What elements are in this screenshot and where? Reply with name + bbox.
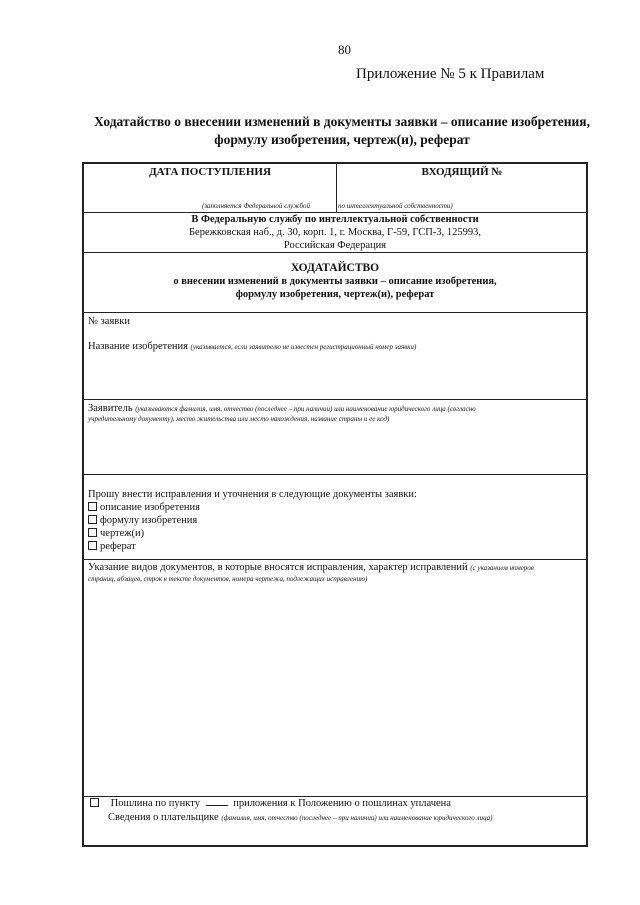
corrections-block <box>88 488 417 553</box>
option-label: формулу изобретения <box>100 515 198 526</box>
applicant-label: Заявитель <box>88 403 133 414</box>
checkbox[interactable] <box>88 502 97 511</box>
filled-by-note-right: по интеллектуальной собственности) <box>338 202 453 210</box>
fee-label-after: приложения к Положению о пошлинах уплачена <box>233 798 451 809</box>
title-line-2: формулу изобретения, чертеж(и), реферат <box>214 132 470 147</box>
row-divider <box>84 399 586 400</box>
payer-note: (фамилия, имя, отчество (последнее – при наличии) или наименование юридического лица) <box>221 814 493 822</box>
addressee-block <box>84 213 586 252</box>
invention-name-label: Название изобретения <box>88 341 188 352</box>
addressee-line-2: Бережковская наб., д. 30, корп. 1, г. Москва, Г-59, ГСП-3, 125993, <box>189 227 481 238</box>
payer-label: Сведения о плательщике <box>108 812 219 823</box>
row-divider <box>84 796 586 797</box>
petition-form <box>82 162 588 847</box>
option-abstract[interactable] <box>88 540 417 553</box>
checkbox[interactable] <box>88 515 97 524</box>
document-title <box>92 113 592 149</box>
checkbox[interactable] <box>88 528 97 537</box>
row-divider <box>84 312 586 313</box>
addressee-line-3: Российская Федерация <box>283 240 387 251</box>
petition-line-2: формулу изобретения, чертеж(и), реферат <box>235 289 435 300</box>
incoming-number-label: ВХОДЯЩИЙ № <box>421 166 503 178</box>
payer-row <box>108 812 492 823</box>
addressee-line-1: В Федеральную службу по интеллектуальной собственности <box>191 214 479 225</box>
document-types-label: Указание видов документов, в которые вносятся исправления, характер исправлений <box>88 562 468 573</box>
filled-by-note-left: (заполняется Федеральной службой <box>202 202 310 210</box>
corrections-intro: Прошу внести исправления и уточнения в следующие документы заявки: <box>88 489 417 500</box>
row-divider <box>84 252 586 253</box>
page-number: 80 <box>338 42 351 57</box>
appendix-label: Приложение № 5 к Правилам <box>356 66 545 82</box>
petition-line-1: о внесении изменений в документы заявки – описание изобретения, <box>173 276 497 287</box>
document-types-note-1: (с указанием номеров <box>470 564 534 572</box>
fee-clause-blank[interactable] <box>206 805 228 806</box>
applicant-note-1: (указываются фамилия, имя, отчество (последнее – при наличии) или наименование юридического лица (согласно <box>135 405 476 413</box>
checkbox[interactable] <box>88 541 97 550</box>
option-label: описание изобретения <box>100 502 200 513</box>
row-divider <box>84 474 586 475</box>
petition-heading: ХОДАТАЙСТВО <box>290 262 380 274</box>
applicant-note-2: учредительному документу), место жительства или место нахождения, название страны и ее код) <box>88 415 390 423</box>
row-divider <box>84 559 586 560</box>
option-label: реферат <box>100 541 136 552</box>
application-number-label: № заявки <box>88 316 130 327</box>
date-received-label: ДАТА ПОСТУПЛЕНИЯ <box>149 166 271 178</box>
fee-row <box>90 798 451 809</box>
applicant-row <box>88 403 476 414</box>
fee-label-before: Пошлина по пункту <box>110 798 200 809</box>
document-types-note-2: страниц, абзацев, строк в тексте документов, номера чертежа, подлежащих исправлению) <box>88 575 368 583</box>
invention-name-note: (указывается, если заявителю не известен регистрационный номер заявки) <box>190 343 417 351</box>
option-description[interactable] <box>88 501 417 514</box>
document-types-row <box>88 562 534 573</box>
invention-name-row <box>88 341 416 352</box>
option-claims[interactable] <box>88 514 417 527</box>
option-drawings[interactable] <box>88 527 417 540</box>
title-line-1: Ходатайство о внесении изменений в документы заявки – описание изобретения, <box>94 114 590 129</box>
fee-checkbox[interactable] <box>90 798 99 807</box>
petition-heading-block <box>84 262 586 301</box>
option-label: чертеж(и) <box>100 528 145 539</box>
